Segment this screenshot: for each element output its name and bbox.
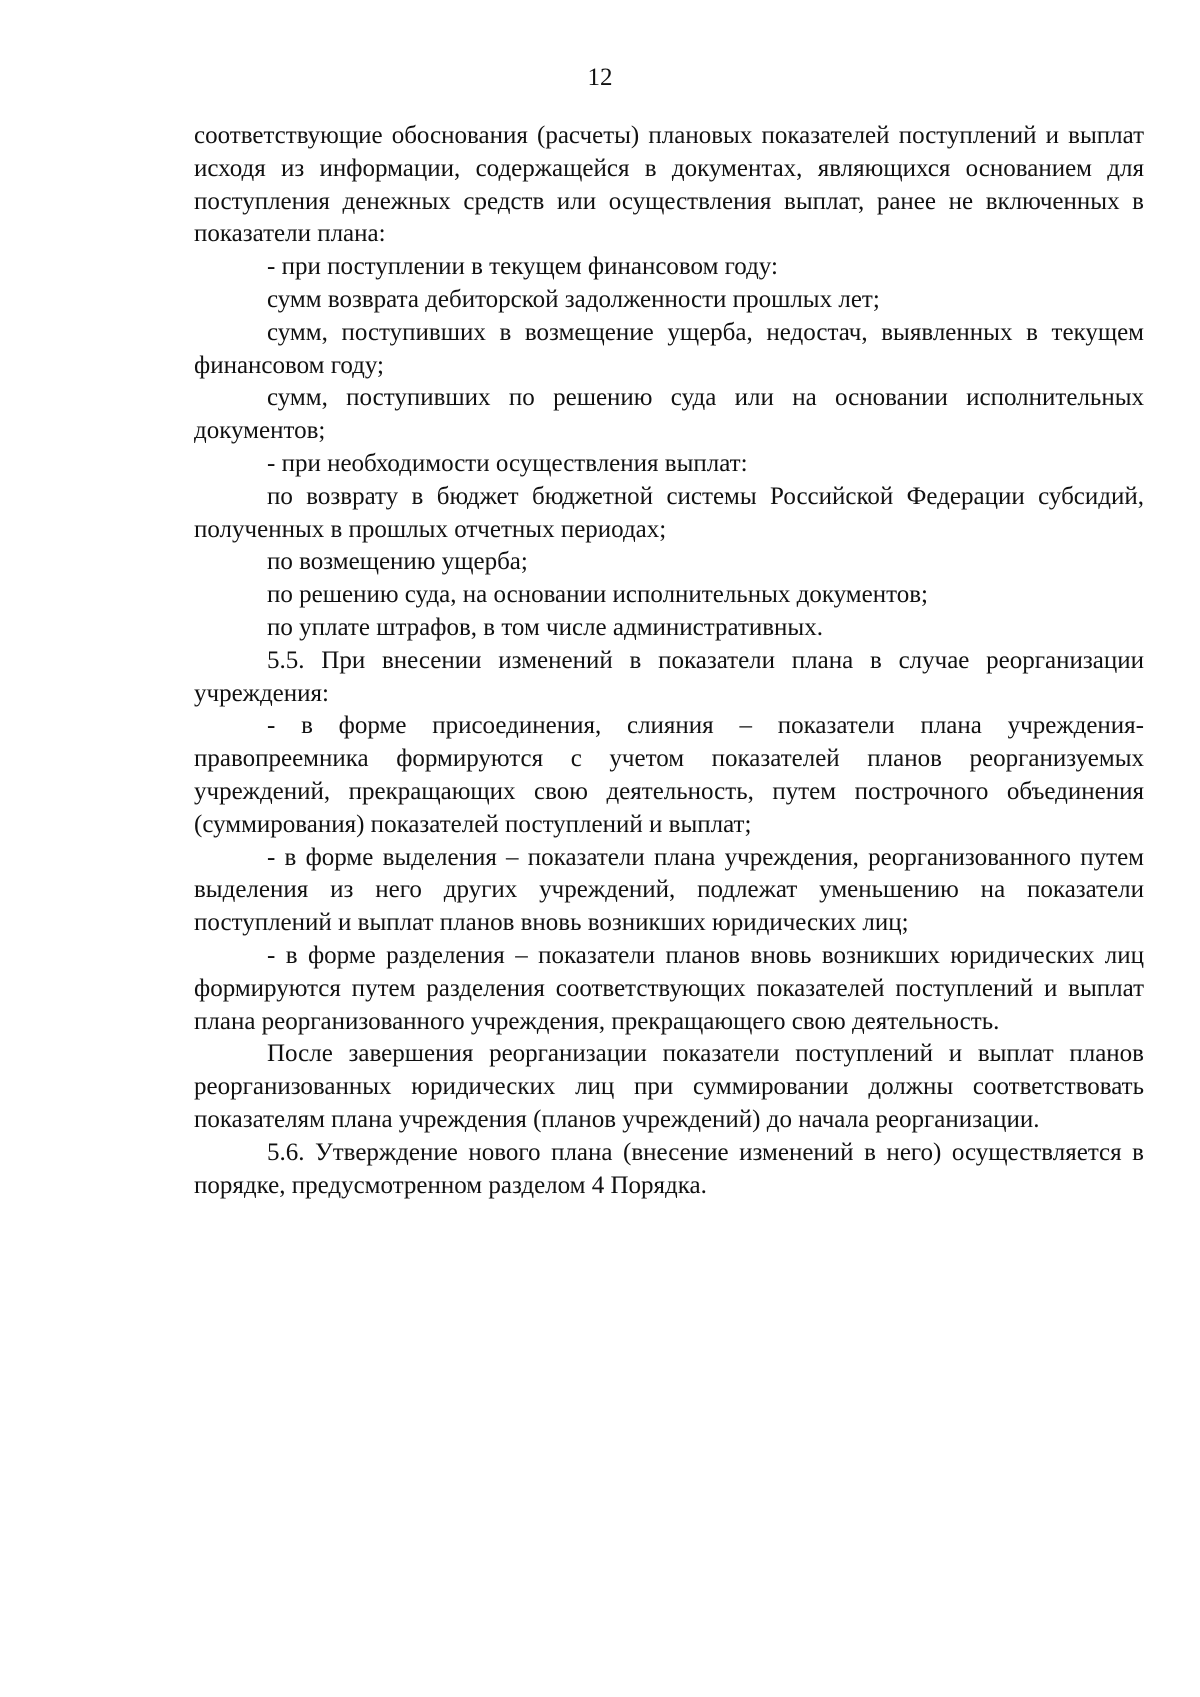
paragraph: сумм, поступивших в возмещение ущерба, недостач, выявленных в текущем финансовом году; [194, 318, 1144, 379]
page-number: 12 [587, 64, 613, 91]
paragraph: - в форме присоединения, слияния – показатели плана учреждения-правопреемника формируются с учетом показателей планов реорганизуемых учреждений, прекращающих свою деятельность, путем построчного объединения (суммирования) показателей поступлений и выплат; [194, 712, 1144, 838]
paragraph: сумм, поступивших по решению суда или на основании исполнительных документов; [194, 384, 1144, 445]
paragraph: 5.6. Утверждение нового плана (внесение изменений в него) осуществляется в порядке, предусмотренном разделом 4 Порядка. [194, 1138, 1144, 1199]
paragraph: - в форме выделения – показатели плана учреждения, реорганизованного путем выделения из него других учреждений, подлежат уменьшению на показатели поступлений и выплат планов вновь возникших юридических лиц; [194, 843, 1144, 937]
paragraph: - при необходимости осуществления выплат: [267, 449, 748, 477]
paragraph: - в форме разделения – показатели планов вновь возникших юридических лиц формируются путем разделения соответствующих показателей поступлений и выплат плана реорганизованного учреждения, прекращающего свою деятельность. [194, 941, 1144, 1035]
paragraph: по решению суда, на основании исполнительных документов; [267, 581, 928, 609]
paragraph: по возмещению ущерба; [267, 548, 528, 576]
paragraph: - при поступлении в текущем финансовом году: [267, 253, 778, 281]
document-body [194, 120, 1144, 1202]
paragraph: сумм возврата дебиторской задолженности прошлых лет; [267, 285, 880, 313]
paragraph: После завершения реорганизации показатели поступлений и выплат планов реорганизованных юридических лиц при суммировании должны соответствовать показателям плана учреждения (планов учреждений) до начала реорганизации. [194, 1040, 1144, 1133]
paragraph: по уплате штрафов, в том числе административных. [267, 613, 823, 641]
paragraph: 5.5. При внесении изменений в показатели плана в случае реорганизации учреждения: [194, 646, 1144, 707]
paragraph: соответствующие обоснования (расчеты) плановых показателей поступлений и выплат исходя из информации, содержащейся в документах, являющихся основанием для поступления денежных средств или осуществления выплат, ранее не включенных в показатели плана: [194, 122, 1144, 248]
paragraph: по возврату в бюджет бюджетной системы Российской Федерации субсидий, полученных в прошлых отчетных периодах; [194, 482, 1144, 543]
